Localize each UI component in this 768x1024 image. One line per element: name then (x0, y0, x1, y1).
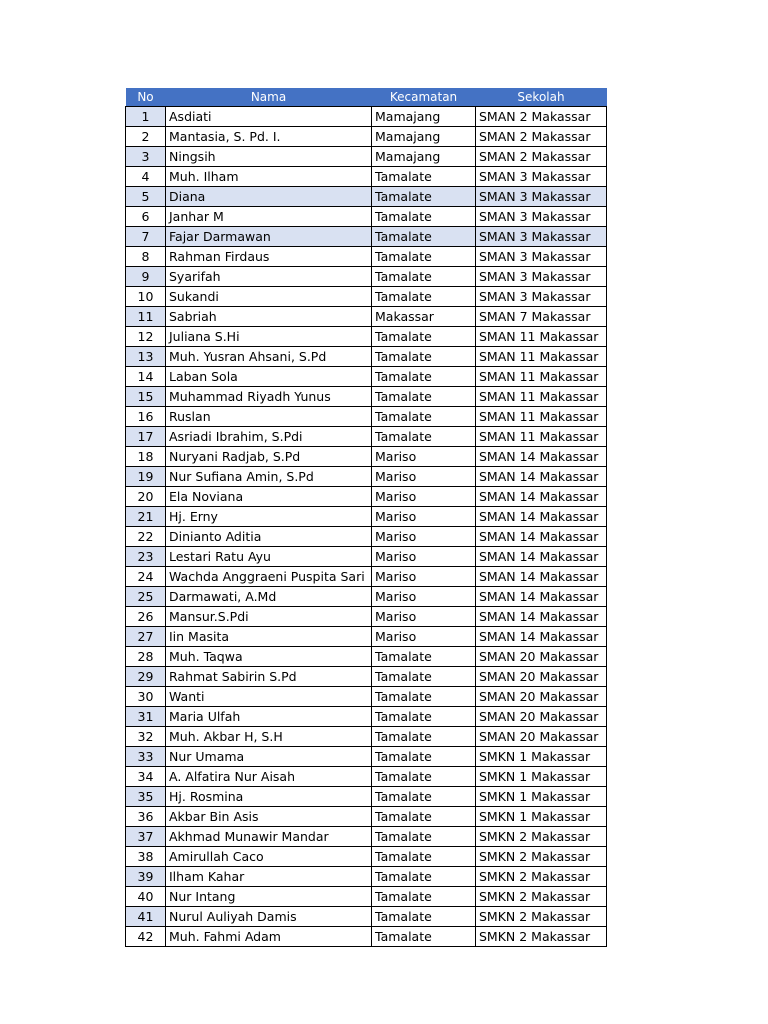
cell-no[interactable]: 21 (126, 507, 166, 527)
cell-no[interactable]: 26 (126, 607, 166, 627)
cell-kecamatan[interactable]: Mariso (372, 487, 476, 507)
cell-nama[interactable]: Muh. Akbar H, S.H (166, 727, 372, 747)
cell-nama[interactable]: Ningsih (166, 147, 372, 167)
cell-nama[interactable]: Maria Ulfah (166, 707, 372, 727)
cell-nama[interactable]: Nurul Auliyah Damis (166, 907, 372, 927)
cell-nama[interactable]: Ela Noviana (166, 487, 372, 507)
table-row (126, 447, 607, 467)
table-row (126, 587, 607, 607)
table-row (126, 507, 607, 527)
table-row (126, 467, 607, 487)
cell-no[interactable]: 20 (126, 487, 166, 507)
cell-sekolah[interactable]: SMKN 2 Makassar (476, 907, 607, 927)
cell-kecamatan[interactable]: Tamalate (372, 207, 476, 227)
cell-no[interactable]: 10 (126, 287, 166, 307)
cell-no[interactable]: 42 (126, 927, 166, 947)
cell-nama[interactable]: Rahmat Sabirin S.Pd (166, 667, 372, 687)
cell-kecamatan[interactable]: Tamalate (372, 347, 476, 367)
table-row (126, 167, 607, 187)
cell-nama[interactable]: Dinianto Aditia (166, 527, 372, 547)
cell-no[interactable]: 31 (126, 707, 166, 727)
cell-nama[interactable]: Asdiati (166, 107, 372, 127)
cell-nama[interactable]: Rahman Firdaus (166, 247, 372, 267)
cell-sekolah[interactable]: SMAN 11 Makassar (476, 367, 607, 387)
cell-kecamatan[interactable]: Tamalate (372, 847, 476, 867)
cell-sekolah[interactable]: SMAN 2 Makassar (476, 107, 607, 127)
table-row (126, 407, 607, 427)
cell-no[interactable]: 4 (126, 167, 166, 187)
cell-no[interactable]: 36 (126, 807, 166, 827)
cell-sekolah[interactable]: SMAN 3 Makassar (476, 227, 607, 247)
cell-sekolah[interactable]: SMAN 11 Makassar (476, 427, 607, 447)
table-row (126, 267, 607, 287)
cell-kecamatan[interactable]: Tamalate (372, 427, 476, 447)
table-row (126, 327, 607, 347)
table-row (126, 567, 607, 587)
cell-kecamatan[interactable]: Tamalate (372, 247, 476, 267)
cell-kecamatan[interactable]: Tamalate (372, 807, 476, 827)
cell-no[interactable]: 15 (126, 387, 166, 407)
cell-kecamatan[interactable]: Tamalate (372, 827, 476, 847)
table-row (126, 807, 607, 827)
cell-sekolah[interactable]: SMAN 20 Makassar (476, 647, 607, 667)
cell-no[interactable]: 37 (126, 827, 166, 847)
table-row (126, 787, 607, 807)
table-row (126, 827, 607, 847)
school-table (125, 88, 607, 947)
cell-sekolah[interactable]: SMAN 14 Makassar (476, 607, 607, 627)
cell-sekolah[interactable]: SMAN 11 Makassar (476, 347, 607, 367)
cell-kecamatan[interactable]: Mariso (372, 567, 476, 587)
cell-nama[interactable]: Nuryani Radjab, S.Pd (166, 447, 372, 467)
cell-kecamatan[interactable]: Mariso (372, 447, 476, 467)
cell-nama[interactable]: Muh. Yusran Ahsani, S.Pd (166, 347, 372, 367)
cell-sekolah[interactable]: SMKN 1 Makassar (476, 807, 607, 827)
cell-sekolah[interactable]: SMAN 11 Makassar (476, 327, 607, 347)
cell-sekolah[interactable]: SMAN 2 Makassar (476, 147, 607, 167)
table-row (126, 147, 607, 167)
cell-sekolah[interactable]: SMAN 7 Makassar (476, 307, 607, 327)
header-kecamatan[interactable]: Kecamatan (372, 88, 476, 107)
table-row (126, 867, 607, 887)
spreadsheet-sheet (125, 88, 606, 947)
cell-no[interactable]: 18 (126, 447, 166, 467)
cell-kecamatan[interactable]: Tamalate (372, 667, 476, 687)
cell-sekolah[interactable]: SMAN 20 Makassar (476, 687, 607, 707)
cell-kecamatan[interactable]: Mariso (372, 507, 476, 527)
cell-kecamatan[interactable]: Tamalate (372, 907, 476, 927)
cell-sekolah[interactable]: SMAN 3 Makassar (476, 207, 607, 227)
cell-sekolah[interactable]: SMAN 2 Makassar (476, 127, 607, 147)
cell-no[interactable]: 35 (126, 787, 166, 807)
cell-kecamatan[interactable]: Mariso (372, 547, 476, 567)
cell-kecamatan[interactable]: Tamalate (372, 407, 476, 427)
cell-no[interactable]: 38 (126, 847, 166, 867)
cell-kecamatan[interactable]: Tamalate (372, 287, 476, 307)
table-row (126, 187, 607, 207)
table-row (126, 107, 607, 127)
cell-kecamatan[interactable]: Tamalate (372, 727, 476, 747)
cell-kecamatan[interactable]: Tamalate (372, 867, 476, 887)
cell-sekolah[interactable]: SMAN 3 Makassar (476, 287, 607, 307)
cell-nama[interactable]: Muh. Fahmi Adam (166, 927, 372, 947)
cell-nama[interactable]: Muh. Taqwa (166, 647, 372, 667)
cell-nama[interactable]: Syarifah (166, 267, 372, 287)
table-row (126, 287, 607, 307)
cell-kecamatan[interactable]: Tamalate (372, 267, 476, 287)
cell-kecamatan[interactable]: Tamalate (372, 767, 476, 787)
cell-no[interactable]: 33 (126, 747, 166, 767)
cell-no[interactable]: 13 (126, 347, 166, 367)
table-row (126, 727, 607, 747)
table-row (126, 627, 607, 647)
cell-nama[interactable]: Ruslan (166, 407, 372, 427)
table-row (126, 307, 607, 327)
cell-no[interactable]: 2 (126, 127, 166, 147)
cell-kecamatan[interactable]: Tamalate (372, 187, 476, 207)
table-row (126, 847, 607, 867)
cell-nama[interactable]: A. Alfatira Nur Aisah (166, 767, 372, 787)
table-row (126, 607, 607, 627)
cell-sekolah[interactable]: SMKN 2 Makassar (476, 827, 607, 847)
cell-sekolah[interactable]: SMAN 3 Makassar (476, 187, 607, 207)
cell-no[interactable]: 32 (126, 727, 166, 747)
table-row (126, 707, 607, 727)
cell-nama[interactable]: Wanti (166, 687, 372, 707)
cell-no[interactable]: 12 (126, 327, 166, 347)
cell-nama[interactable]: Akbar Bin Asis (166, 807, 372, 827)
cell-no[interactable]: 23 (126, 547, 166, 567)
cell-no[interactable]: 41 (126, 907, 166, 927)
cell-sekolah[interactable]: SMAN 3 Makassar (476, 267, 607, 287)
cell-nama[interactable]: Nur Intang (166, 887, 372, 907)
cell-sekolah[interactable]: SMAN 20 Makassar (476, 707, 607, 727)
cell-kecamatan[interactable]: Mamajang (372, 127, 476, 147)
cell-no[interactable]: 28 (126, 647, 166, 667)
cell-nama[interactable]: Ilham Kahar (166, 867, 372, 887)
header-sekolah[interactable]: Sekolah (476, 88, 607, 107)
table-row (126, 527, 607, 547)
cell-kecamatan[interactable]: Tamalate (372, 647, 476, 667)
table-row (126, 387, 607, 407)
cell-no[interactable]: 3 (126, 147, 166, 167)
cell-kecamatan[interactable]: Tamalate (372, 687, 476, 707)
cell-sekolah[interactable]: SMAN 14 Makassar (476, 527, 607, 547)
table-row (126, 647, 607, 667)
table-body (126, 107, 607, 947)
cell-nama[interactable]: Diana (166, 187, 372, 207)
cell-no[interactable]: 5 (126, 187, 166, 207)
cell-no[interactable]: 8 (126, 247, 166, 267)
cell-no[interactable]: 22 (126, 527, 166, 547)
cell-sekolah[interactable]: SMAN 14 Makassar (476, 507, 607, 527)
cell-nama[interactable]: Sukandi (166, 287, 372, 307)
cell-no[interactable]: 11 (126, 307, 166, 327)
cell-nama[interactable]: Hj. Erny (166, 507, 372, 527)
cell-no[interactable]: 6 (126, 207, 166, 227)
cell-no[interactable]: 29 (126, 667, 166, 687)
cell-kecamatan[interactable]: Tamalate (372, 887, 476, 907)
cell-sekolah[interactable]: SMKN 1 Makassar (476, 787, 607, 807)
cell-sekolah[interactable]: SMAN 20 Makassar (476, 727, 607, 747)
cell-kecamatan[interactable]: Mariso (372, 527, 476, 547)
cell-sekolah[interactable]: SMAN 14 Makassar (476, 547, 607, 567)
cell-nama[interactable]: Lestari Ratu Ayu (166, 547, 372, 567)
cell-nama[interactable]: Fajar Darmawan (166, 227, 372, 247)
table-row (126, 247, 607, 267)
cell-kecamatan[interactable]: Tamalate (372, 927, 476, 947)
cell-kecamatan[interactable]: Tamalate (372, 367, 476, 387)
cell-sekolah[interactable]: SMAN 14 Makassar (476, 487, 607, 507)
cell-sekolah[interactable]: SMKN 1 Makassar (476, 767, 607, 787)
cell-sekolah[interactable]: SMAN 14 Makassar (476, 587, 607, 607)
header-nama[interactable]: Nama (166, 88, 372, 107)
cell-nama[interactable]: Akhmad Munawir Mandar (166, 827, 372, 847)
table-row (126, 547, 607, 567)
cell-no[interactable]: 16 (126, 407, 166, 427)
table-row (126, 887, 607, 907)
cell-no[interactable]: 19 (126, 467, 166, 487)
cell-nama[interactable]: Muh. Ilham (166, 167, 372, 187)
cell-no[interactable]: 9 (126, 267, 166, 287)
cell-sekolah[interactable]: SMKN 2 Makassar (476, 847, 607, 867)
cell-nama[interactable]: Asriadi Ibrahim, S.Pdi (166, 427, 372, 447)
cell-kecamatan[interactable]: Makassar (372, 307, 476, 327)
cell-no[interactable]: 39 (126, 867, 166, 887)
cell-nama[interactable]: Wachda Anggraeni Puspita Sari (166, 567, 372, 587)
table-row (126, 907, 607, 927)
cell-nama[interactable]: Sabriah (166, 307, 372, 327)
cell-kecamatan[interactable]: Mariso (372, 467, 476, 487)
header-row (126, 88, 607, 107)
cell-sekolah[interactable]: SMAN 14 Makassar (476, 447, 607, 467)
cell-sekolah[interactable]: SMKN 2 Makassar (476, 887, 607, 907)
cell-no[interactable]: 40 (126, 887, 166, 907)
cell-sekolah[interactable]: SMAN 14 Makassar (476, 627, 607, 647)
table-row (126, 767, 607, 787)
table-row (126, 127, 607, 147)
cell-kecamatan[interactable]: Tamalate (372, 747, 476, 767)
cell-sekolah[interactable]: SMAN 20 Makassar (476, 667, 607, 687)
cell-no[interactable]: 24 (126, 567, 166, 587)
cell-no[interactable]: 1 (126, 107, 166, 127)
cell-kecamatan[interactable]: Mariso (372, 607, 476, 627)
cell-no[interactable]: 17 (126, 427, 166, 447)
cell-no[interactable]: 30 (126, 687, 166, 707)
cell-nama[interactable]: Darmawati, A.Md (166, 587, 372, 607)
cell-nama[interactable]: Laban Sola (166, 367, 372, 387)
table-header (126, 88, 607, 107)
cell-kecamatan[interactable]: Tamalate (372, 707, 476, 727)
cell-nama[interactable]: Janhar M (166, 207, 372, 227)
cell-kecamatan[interactable]: Mariso (372, 627, 476, 647)
cell-nama[interactable]: Muhammad Riyadh Yunus (166, 387, 372, 407)
header-no[interactable]: No (126, 88, 166, 107)
table-row (126, 687, 607, 707)
cell-sekolah[interactable]: SMKN 2 Makassar (476, 927, 607, 947)
cell-sekolah[interactable]: SMAN 3 Makassar (476, 167, 607, 187)
cell-sekolah[interactable]: SMAN 14 Makassar (476, 467, 607, 487)
cell-sekolah[interactable]: SMAN 3 Makassar (476, 247, 607, 267)
cell-sekolah[interactable]: SMAN 11 Makassar (476, 407, 607, 427)
cell-kecamatan[interactable]: Mamajang (372, 147, 476, 167)
table-row (126, 347, 607, 367)
cell-nama[interactable]: Mantasia, S. Pd. I. (166, 127, 372, 147)
cell-nama[interactable]: Amirullah Caco (166, 847, 372, 867)
table-row (126, 427, 607, 447)
cell-no[interactable]: 7 (126, 227, 166, 247)
cell-kecamatan[interactable]: Tamalate (372, 327, 476, 347)
cell-nama[interactable]: Nur Sufiana Amin, S.Pd (166, 467, 372, 487)
cell-no[interactable]: 25 (126, 587, 166, 607)
cell-kecamatan[interactable]: Tamalate (372, 227, 476, 247)
cell-no[interactable]: 34 (126, 767, 166, 787)
cell-sekolah[interactable]: SMAN 14 Makassar (476, 567, 607, 587)
cell-no[interactable]: 14 (126, 367, 166, 387)
table-row (126, 487, 607, 507)
cell-sekolah[interactable]: SMAN 11 Makassar (476, 387, 607, 407)
table-row (126, 227, 607, 247)
cell-kecamatan[interactable]: Tamalate (372, 387, 476, 407)
cell-nama[interactable]: Juliana S.Hi (166, 327, 372, 347)
table-row (126, 927, 607, 947)
cell-nama[interactable]: Iin Masita (166, 627, 372, 647)
cell-sekolah[interactable]: SMKN 2 Makassar (476, 867, 607, 887)
cell-kecamatan[interactable]: Mariso (372, 587, 476, 607)
table-row (126, 747, 607, 767)
cell-nama[interactable]: Nur Umama (166, 747, 372, 767)
cell-kecamatan[interactable]: Tamalate (372, 787, 476, 807)
cell-kecamatan[interactable]: Tamalate (372, 167, 476, 187)
cell-nama[interactable]: Mansur.S.Pdi (166, 607, 372, 627)
table-row (126, 207, 607, 227)
cell-kecamatan[interactable]: Mamajang (372, 107, 476, 127)
cell-sekolah[interactable]: SMKN 1 Makassar (476, 747, 607, 767)
table-row (126, 367, 607, 387)
cell-nama[interactable]: Hj. Rosmina (166, 787, 372, 807)
table-row (126, 667, 607, 687)
cell-no[interactable]: 27 (126, 627, 166, 647)
